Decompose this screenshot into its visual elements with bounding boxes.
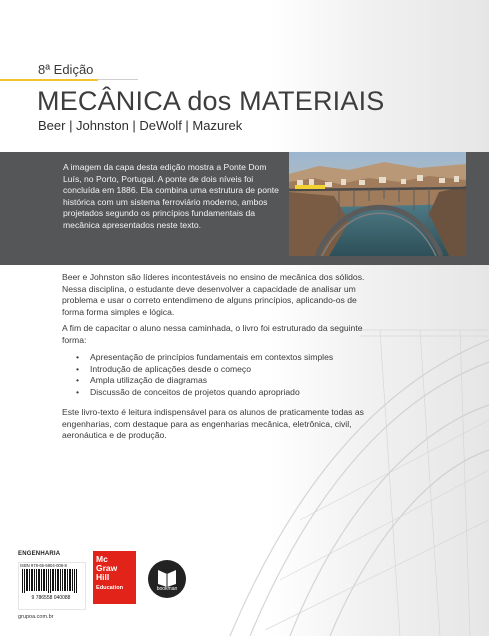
logo-text: Graw — [96, 563, 118, 573]
logo-text: Mc — [96, 554, 108, 564]
authors: Beer | Johnston | DeWolf | Mazurek — [38, 118, 243, 133]
list-item: • Ampla utilização de diagramas — [76, 375, 208, 386]
website: grupoa.com.br — [18, 614, 54, 620]
cover-image-caption: A imagem da capa desta edição mostra a Ponte Dom Luís, no Porto, Portugal. A ponte de dois níveis foi concluída em 1886. Ela combina uma estrutura de ponte histórica com um sistema ferroviário moderno, ambos projetados segundo os princípios fundamentais da mecânica apresentados neste texto. — [63, 162, 279, 230]
book-icon — [148, 560, 186, 598]
category-label: ENGENHARIA — [18, 551, 61, 557]
bridge-photo — [289, 152, 466, 256]
bookman-logo — [148, 560, 186, 598]
description-paragraph-1: Beer e Johnston são líderes incontestáveis no ensino de mecânica dos sólidos. Nessa disciplina, o estudante deve desenvolver a capacidade de analisar um problema e usar o correto entendimeno de alguns princípios, aplicando-os de forma forma simples e lógica. — [62, 272, 365, 317]
logo-text: Education — [96, 585, 124, 591]
accent-divider — [0, 79, 98, 81]
bookman-label: bookman — [156, 586, 178, 592]
divider-line — [98, 79, 138, 80]
edition-label: 8ª Edição — [38, 62, 94, 77]
list-item-text: Ampla utilização de diagramas — [90, 375, 208, 386]
description-paragraph-2: A fim de capacitar o aluno nessa caminhada, o livro foi estruturado da seguinte forma: — [62, 323, 363, 345]
list-item-text: Introdução de aplicações desde o começo — [90, 363, 251, 374]
list-item: • Apresentação de princípios fundamentais em contextos simples — [76, 352, 334, 362]
list-item: • Discussão de conceitos de projetos quando apropriado — [76, 386, 300, 397]
isbn-number: ISBN 978-65-5804-008-8 — [20, 563, 67, 568]
list-item: • Introdução de aplicações desde o começo — [76, 363, 251, 374]
feature-list — [62, 352, 382, 398]
barcode — [20, 569, 82, 600]
description-paragraph-3: Este livro-texto é leitura indispensável para os alunos de praticamente todas as engenharias, com destaque para as engenharias mecânica, eletrônica, civil, aeronáutica e de produção. — [62, 407, 364, 441]
logo-text: Hill — [96, 572, 110, 582]
barcode-digits: 9 786558 040088 — [31, 595, 71, 600]
list-item-text: Discussão de conceitos de projetos quando apropriado — [90, 386, 300, 397]
list-item-text: Apresentação de princípios fundamentais em contextos simples — [90, 352, 334, 362]
mcgraw-hill-logo — [93, 551, 136, 604]
book-title: MECÂNICA dos MATERIAIS — [37, 86, 385, 116]
